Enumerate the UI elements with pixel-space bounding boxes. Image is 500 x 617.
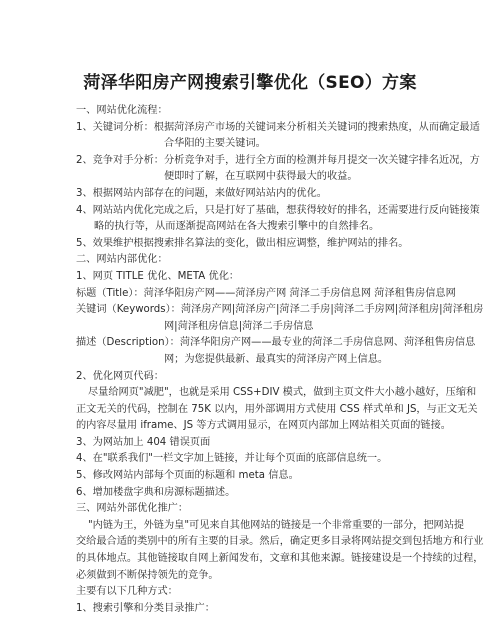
paragraph-line: 网|菏泽租房信息|菏泽二手房信息 — [164, 320, 314, 332]
section-heading: 一、网站优化流程： — [76, 105, 168, 116]
subsection-heading: 1、网页 TITLE 优化、META 优化： — [76, 270, 240, 282]
paragraph-line: 的内容尽量用 iframe、JS 等方式调用显示，在网页内部加上网站相关页面的链接。 — [76, 420, 451, 432]
paragraph-line: 交给最合适的类别中的所有主要的目录。然后，确定更多目录将网站提交到包括地方和行业 — [76, 536, 484, 548]
paragraph-line: 2、竞争对手分析：分析竞争对手，进行全方面的检测并每月提交一次关键字排名近况，方 — [76, 154, 480, 166]
paragraph-line: 正文无关的代码，控制在 75K 以内，用外部调用方式使用 CSS 样式单和 JS，与正文无关 — [76, 403, 478, 415]
document-body — [76, 103, 484, 617]
subsection-heading: 2、优化网页代码： — [76, 370, 164, 382]
paragraph-line: 6、增加楼盘字典和房源标题描述。 — [76, 486, 236, 498]
paragraph-line: 标题（Title）：菏泽华阳房产网——菏泽房产网 菏泽二手房信息网 菏泽租售房信息网 — [76, 287, 456, 299]
paragraph-line: 3、为网站加上 404 错误页面 — [76, 436, 211, 448]
paragraph-line: 3、根据网站内部存在的问题，来做好网站站内的优化。 — [76, 187, 327, 199]
paragraph-line: 关键词（Keywords）：菏泽房产网|菏泽房产|菏泽二手房|菏泽二手房网|菏泽租房|菏泽租房 — [76, 304, 484, 316]
paragraph-line: 描述（Description）：菏泽华阳房产网——最专业的菏泽二手房信息网、菏泽租售房信息 — [76, 337, 476, 349]
paragraph-line: 必须做到不断保持领先的竞争。 — [76, 569, 219, 581]
section-heading: 二、网站内部优化： — [76, 254, 168, 266]
paragraph-line: 合华阳的主要关键词。 — [164, 138, 266, 150]
paragraph-line: 1、关键词分析：根据菏泽房产市场的关键词来分析相关关键词的搜索热度，从而确定最适 — [76, 121, 480, 133]
paragraph-line: 1、搜索引擎和分类目录推广： — [76, 602, 215, 614]
paragraph-line: 尽量给网页"减肥"，也就是采用 CSS+DIV 模式，做到主页文件大小越小越好，压缩和 — [88, 387, 477, 399]
paragraph-line: 4、在"联系我们"一栏文字加上链接，并让每个页面的底部信息统一。 — [76, 453, 388, 465]
paragraph-line: 网；为您提供最新、最真实的菏泽房产网上信息。 — [164, 353, 389, 365]
paragraph-line: 主要有以下几种方式： — [76, 586, 178, 598]
paragraph-line: "内链为王，外链为皇"可见来自其他网站的链接是一个非常重要的一部分，把网站提 — [88, 519, 465, 531]
paragraph-line: 略的执行等，从而逐渐提高网站在各大搜索引擎中的自然排名。 — [94, 221, 380, 233]
paragraph-line: 的具体地点。其他链接取自网上新闻发布，文章和其他来源。链接建设是一个持续的过程， — [76, 553, 484, 565]
paragraph-line: 便即时了解，在互联网中获得最大的收益。 — [164, 171, 358, 183]
paragraph-line: 5、修改网站内部每个页面的标题和 meta 信息。 — [76, 470, 299, 482]
section-heading: 三、网站外部优化推广： — [76, 503, 189, 515]
paragraph-line: 4、网站站内优化完成之后，只是打好了基础，想获得较好的排名，还需要进行反向链接策 — [76, 204, 480, 216]
paragraph-line: 5、效果维护根据搜索排名算法的变化，做出相应调整，维护网站的排名。 — [76, 237, 409, 249]
document-title: 菏泽华阳房产网搜索引擎优化（SEO）方案 — [83, 73, 417, 93]
